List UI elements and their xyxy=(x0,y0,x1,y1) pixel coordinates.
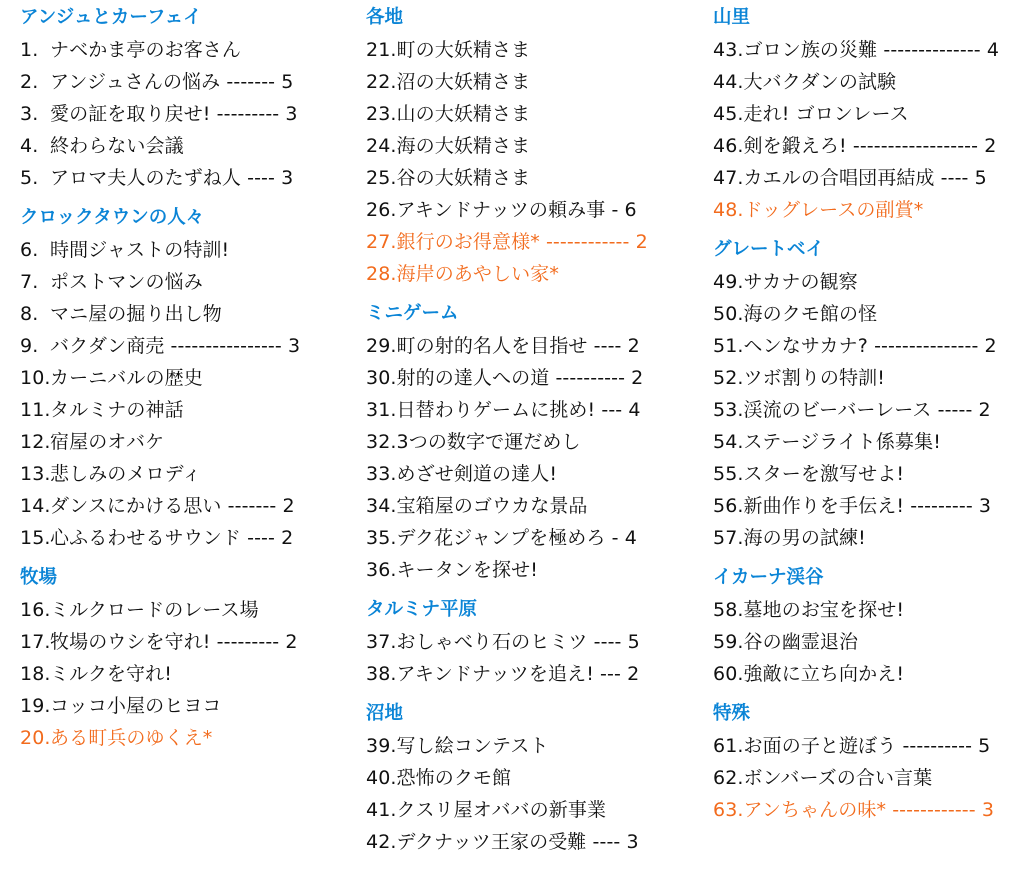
list-item xyxy=(713,490,1019,522)
list-item xyxy=(713,594,1019,626)
item-label: 宝箱屋のゴウカな景品 xyxy=(396,495,588,517)
section xyxy=(366,698,696,858)
section-title: グレートベイ xyxy=(713,239,825,260)
list-item xyxy=(713,730,1019,762)
item-label: カーニバルの歴史 xyxy=(50,367,203,389)
item-number: 49. xyxy=(713,271,744,293)
list-item xyxy=(20,362,350,394)
item-label: アロマ夫人のたずね人 ---- 3 xyxy=(50,167,294,189)
list-item xyxy=(366,522,696,554)
list-item xyxy=(366,458,696,490)
item-number: 1. xyxy=(20,39,39,61)
item-number: 2. xyxy=(20,71,39,93)
list-item xyxy=(20,34,350,66)
list-item xyxy=(366,362,696,394)
item-number: 32. xyxy=(366,431,397,453)
item-number: 15. xyxy=(20,527,51,549)
item-number: 43. xyxy=(713,39,744,61)
item-number: 19. xyxy=(20,695,51,717)
item-label: 悲しみのメロディ xyxy=(50,463,202,485)
item-number: 17. xyxy=(20,631,51,653)
item-number: 8. xyxy=(20,303,39,325)
section xyxy=(20,202,350,554)
item-number: 47. xyxy=(713,167,744,189)
list-item xyxy=(366,330,696,362)
list-item xyxy=(366,554,696,586)
item-number: 38. xyxy=(366,663,397,685)
section xyxy=(366,2,696,290)
section-title: イカーナ渓谷 xyxy=(713,567,824,588)
item-number: 62. xyxy=(713,767,744,789)
item-label: 3つの数字で運だめし xyxy=(396,431,581,453)
item-label: めざせ剣道の達人! xyxy=(396,463,558,485)
item-number: 60. xyxy=(713,663,744,685)
item-label: 射的の達人への道 ---------- 2 xyxy=(396,367,644,389)
list-item xyxy=(20,298,350,330)
list-item xyxy=(713,34,1019,66)
list-item xyxy=(20,426,350,458)
item-label: 町の射的名人を目指せ ---- 2 xyxy=(396,335,640,357)
item-label: 牧場のウシを守れ! --------- 2 xyxy=(50,631,298,653)
item-number: 6. xyxy=(20,239,39,261)
item-label: ゴロン族の災難 -------------- 4 xyxy=(743,39,1000,61)
item-label: 墓地のお宝を探せ! xyxy=(743,599,905,621)
item-label: 時間ジャストの特訓! xyxy=(50,239,230,261)
item-number: 57. xyxy=(713,527,744,549)
item-number: 48. xyxy=(713,199,744,221)
item-label: ポストマンの悩み xyxy=(50,271,203,293)
item-number: 58. xyxy=(713,599,744,621)
item-label: 沼の大妖精さま xyxy=(396,71,531,93)
item-label: 山の大妖精さま xyxy=(396,103,531,125)
item-number: 23. xyxy=(366,103,397,125)
list-item xyxy=(366,34,696,66)
item-label: ドッグレースの副賞* xyxy=(743,199,924,221)
list-item xyxy=(366,226,696,258)
list-item xyxy=(713,66,1019,98)
item-label: ダンスにかける思い ------- 2 xyxy=(50,495,295,517)
item-number: 9. xyxy=(20,335,39,357)
item-label: 海の男の試練! xyxy=(743,527,866,549)
item-number: 3. xyxy=(20,103,39,125)
section-title: クロックタウンの人々 xyxy=(20,207,205,228)
list-item xyxy=(713,794,1019,826)
item-label: タルミナの神話 xyxy=(50,399,184,421)
list-item xyxy=(366,98,696,130)
item-label: 恐怖のクモ館 xyxy=(396,767,512,789)
list-item xyxy=(20,658,350,690)
item-label: おしゃべり石のヒミツ ---- 5 xyxy=(396,631,640,653)
item-label: マニ屋の掘り出し物 xyxy=(50,303,222,325)
list-item xyxy=(20,98,350,130)
list-item xyxy=(713,266,1019,298)
item-label: 終わらない会議 xyxy=(50,135,184,157)
item-label: ミルクを守れ! xyxy=(50,663,172,685)
item-label: 銀行のお得意様* ------------ 2 xyxy=(396,231,648,253)
item-label: 谷の大妖精さま xyxy=(396,167,531,189)
list-item xyxy=(20,130,350,162)
item-label: 宿屋のオバケ xyxy=(50,431,165,453)
item-number: 33. xyxy=(366,463,397,485)
item-label: 谷の幽霊退治 xyxy=(743,631,859,653)
item-number: 59. xyxy=(713,631,744,653)
item-number: 14. xyxy=(20,495,51,517)
list-item xyxy=(366,794,696,826)
item-label: お面の子と遊ぼう ---------- 5 xyxy=(743,735,991,757)
list-item xyxy=(713,522,1019,554)
column-3 xyxy=(713,2,1019,834)
item-label: 渓流のビーバーレース ----- 2 xyxy=(743,399,991,421)
section-title: 各地 xyxy=(366,7,404,28)
item-label: 新曲作りを手伝え! --------- 3 xyxy=(743,495,992,517)
list-item xyxy=(20,626,350,658)
list-item xyxy=(20,234,350,266)
item-number: 50. xyxy=(713,303,744,325)
item-label: アンちゃんの味* ------------ 3 xyxy=(743,799,995,821)
section-title: タルミナ平原 xyxy=(366,599,478,620)
item-number: 34. xyxy=(366,495,397,517)
list-item xyxy=(713,298,1019,330)
item-number: 16. xyxy=(20,599,51,621)
item-number: 54. xyxy=(713,431,744,453)
list-item xyxy=(366,490,696,522)
list-item xyxy=(713,162,1019,194)
item-label: 強敵に立ち向かえ! xyxy=(743,663,905,685)
section xyxy=(713,698,1019,826)
list-item xyxy=(713,98,1019,130)
list-item xyxy=(713,362,1019,394)
list-item xyxy=(366,66,696,98)
item-label: 日替わりゲームに挑め! --- 4 xyxy=(396,399,641,421)
item-label: 写し絵コンテスト xyxy=(396,735,549,757)
list-item xyxy=(713,330,1019,362)
item-label: アキンドナッツを追え! --- 2 xyxy=(396,663,640,685)
list-item xyxy=(713,658,1019,690)
column-2 xyxy=(366,2,696,866)
section xyxy=(366,594,696,690)
item-number: 36. xyxy=(366,559,397,581)
list-item xyxy=(713,394,1019,426)
list-item xyxy=(366,194,696,226)
section-title: 特殊 xyxy=(713,703,751,724)
item-number: 5. xyxy=(20,167,39,189)
item-number: 40. xyxy=(366,767,397,789)
item-label: バクダン商売 ---------------- 3 xyxy=(50,335,301,357)
item-number: 37. xyxy=(366,631,397,653)
item-number: 21. xyxy=(366,39,397,61)
item-number: 56. xyxy=(713,495,744,517)
item-label: デクナッツ王家の受難 ---- 3 xyxy=(396,831,639,853)
list-item xyxy=(20,490,350,522)
item-number: 39. xyxy=(366,735,397,757)
list-item xyxy=(366,426,696,458)
section-title: 山里 xyxy=(713,7,751,28)
item-number: 18. xyxy=(20,663,51,685)
item-label: 海岸のあやしい家* xyxy=(396,263,559,285)
item-number: 12. xyxy=(20,431,51,453)
item-number: 7. xyxy=(20,271,39,293)
section xyxy=(20,2,350,194)
item-number: 46. xyxy=(713,135,744,157)
item-label: 海のクモ館の怪 xyxy=(743,303,878,325)
section xyxy=(713,562,1019,690)
item-label: サカナの観察 xyxy=(743,271,858,293)
list-item xyxy=(20,522,350,554)
list-item xyxy=(20,690,350,722)
item-number: 53. xyxy=(713,399,744,421)
item-label: 海の大妖精さま xyxy=(396,135,531,157)
item-number: 42. xyxy=(366,831,397,853)
item-label: 剣を鍛えろ! ------------------ 2 xyxy=(743,135,997,157)
item-label: デク花ジャンプを極めろ - 4 xyxy=(396,527,637,549)
list-item xyxy=(713,130,1019,162)
item-number: 28. xyxy=(366,263,397,285)
list-item xyxy=(713,626,1019,658)
item-label: 大バクダンの試験 xyxy=(743,71,897,93)
list-item xyxy=(713,762,1019,794)
list-item xyxy=(366,258,696,290)
list-item xyxy=(366,826,696,858)
column-1 xyxy=(20,2,350,762)
item-number: 27. xyxy=(366,231,397,253)
item-label: アキンドナッツの頼み事 - 6 xyxy=(396,199,637,221)
item-number: 30. xyxy=(366,367,397,389)
item-label: ヘンなサカナ? --------------- 2 xyxy=(743,335,997,357)
item-number: 4. xyxy=(20,135,39,157)
item-number: 61. xyxy=(713,735,744,757)
item-number: 35. xyxy=(366,527,397,549)
section-title: アンジュとカーフェイ xyxy=(20,7,202,28)
list-item xyxy=(713,458,1019,490)
list-item xyxy=(20,66,350,98)
item-number: 45. xyxy=(713,103,744,125)
item-label: ナベかま亭のお客さん xyxy=(50,39,242,61)
list-item xyxy=(366,162,696,194)
list-item xyxy=(366,626,696,658)
list-item xyxy=(20,266,350,298)
item-number: 44. xyxy=(713,71,744,93)
section xyxy=(713,234,1019,554)
list-item xyxy=(366,730,696,762)
item-label: カエルの合唱団再結成 ---- 5 xyxy=(743,167,987,189)
section-title: 牧場 xyxy=(20,567,58,588)
list-item xyxy=(20,722,350,754)
item-number: 22. xyxy=(366,71,397,93)
item-number: 13. xyxy=(20,463,51,485)
item-number: 24. xyxy=(366,135,397,157)
item-number: 10. xyxy=(20,367,51,389)
list-item xyxy=(20,162,350,194)
section-title: 沼地 xyxy=(366,703,404,724)
item-label: 走れ! ゴロンレース xyxy=(743,103,909,125)
item-label: ボンバーズの合い言葉 xyxy=(743,767,933,789)
item-label: ミルクロードのレース場 xyxy=(50,599,259,621)
list-item xyxy=(366,130,696,162)
item-number: 20. xyxy=(20,727,51,749)
item-number: 55. xyxy=(713,463,744,485)
item-label: アンジュさんの悩み ------- 5 xyxy=(50,71,294,93)
list-item xyxy=(20,594,350,626)
section xyxy=(366,298,696,586)
list-item xyxy=(366,658,696,690)
item-label: コッコ小屋のヒヨコ xyxy=(50,695,222,717)
item-label: ステージライト係募集! xyxy=(743,431,941,453)
item-number: 11. xyxy=(20,399,51,421)
item-number: 41. xyxy=(366,799,397,821)
list-item xyxy=(366,762,696,794)
item-label: キータンを探せ! xyxy=(396,559,538,581)
section xyxy=(713,2,1019,226)
item-number: 31. xyxy=(366,399,397,421)
item-number: 51. xyxy=(713,335,744,357)
list-item xyxy=(713,194,1019,226)
item-label: 心ふるわせるサウンド ---- 2 xyxy=(50,527,294,549)
item-number: 52. xyxy=(713,367,744,389)
list-item xyxy=(20,394,350,426)
item-label: ある町兵のゆくえ* xyxy=(50,727,213,749)
section-title: ミニゲーム xyxy=(366,303,459,324)
section xyxy=(20,562,350,754)
item-label: スターを激写せよ! xyxy=(743,463,905,485)
list-item xyxy=(713,426,1019,458)
item-number: 29. xyxy=(366,335,397,357)
item-label: 愛の証を取り戻せ! --------- 3 xyxy=(50,103,298,125)
item-number: 26. xyxy=(366,199,397,221)
list-item xyxy=(366,394,696,426)
item-label: 町の大妖精さま xyxy=(396,39,531,61)
item-label: ツボ割りの特訓! xyxy=(743,367,885,389)
item-number: 63. xyxy=(713,799,744,821)
item-number: 25. xyxy=(366,167,397,189)
list-item xyxy=(20,458,350,490)
item-label: クスリ屋オババの新事業 xyxy=(396,799,607,821)
list-item xyxy=(20,330,350,362)
